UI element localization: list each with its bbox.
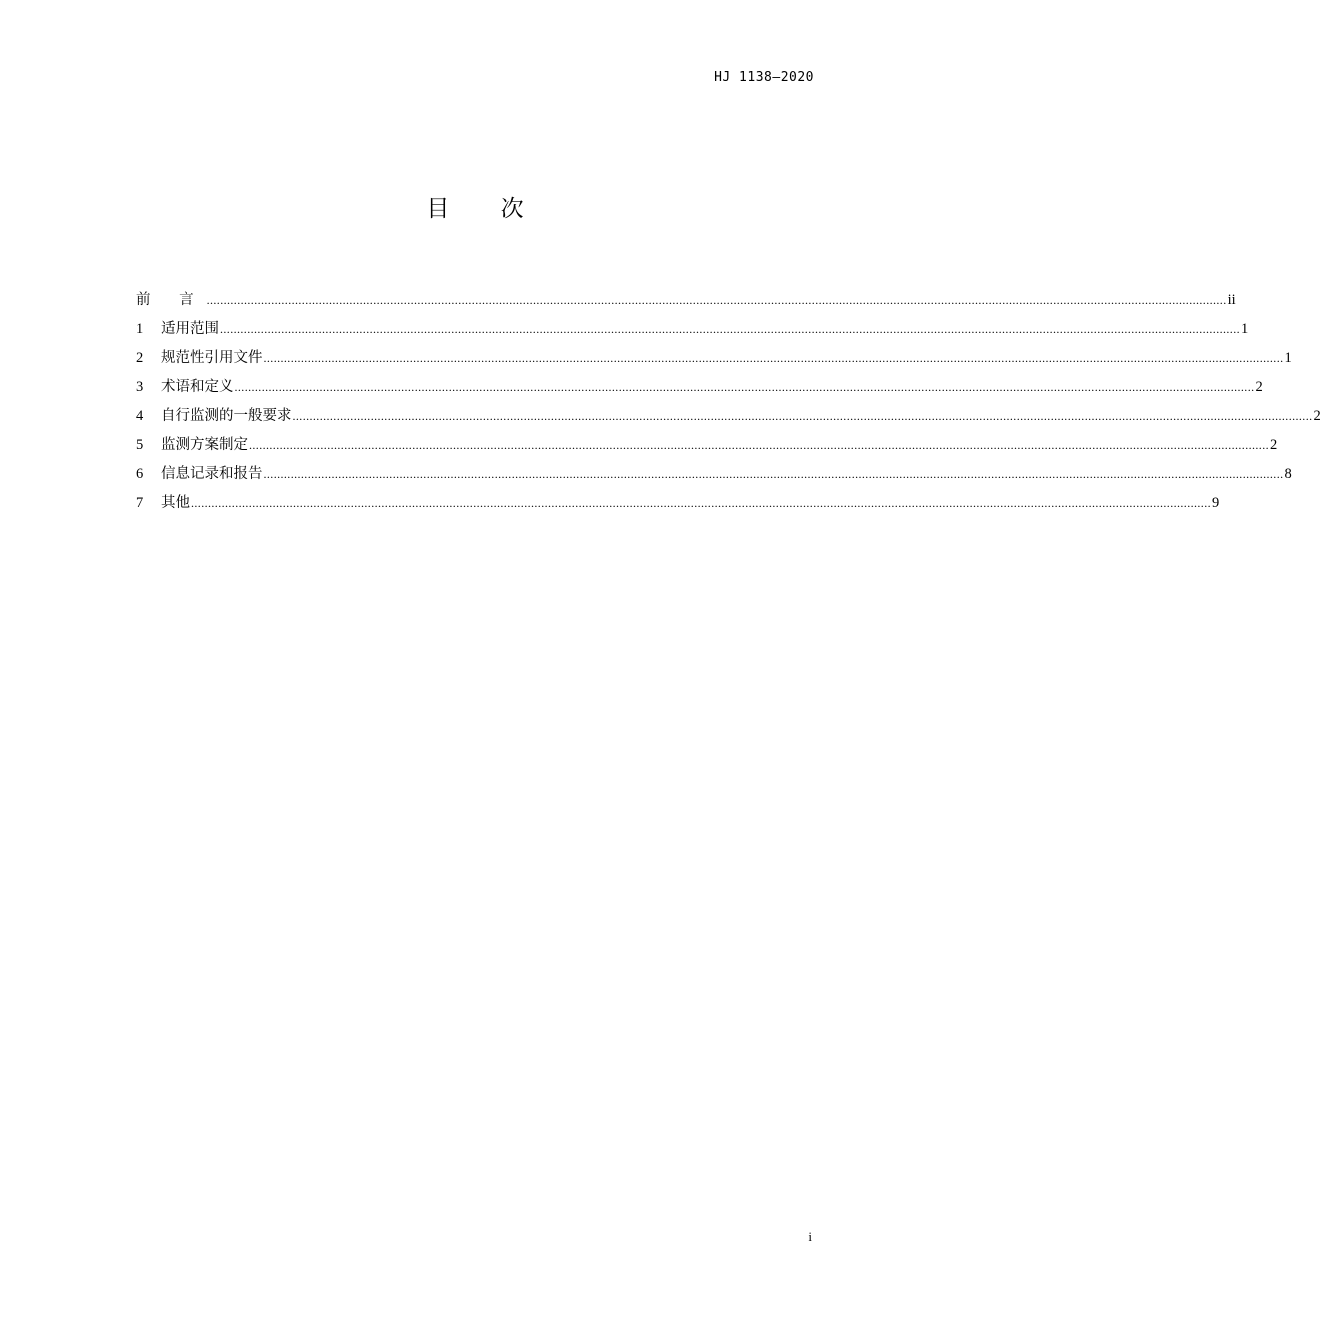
- toc-entry-label: 规范性引用文件: [161, 350, 263, 366]
- toc-entry-page: 9: [1212, 495, 1220, 511]
- toc-entry-label: 信息记录和报告: [161, 466, 263, 482]
- toc-dot-leader: ............................................................................................................................................................................................................................................................................................................: [263, 467, 1284, 481]
- toc-entry-general-requirements[interactable]: [136, 402, 1321, 431]
- toc-entry-number: 3: [136, 379, 144, 395]
- toc-entry-label: 监测方案制定: [161, 437, 248, 453]
- toc-entry-page: 8: [1284, 466, 1292, 482]
- toc-entry-page: 1: [1284, 350, 1292, 366]
- toc-entry-number: 6: [136, 466, 144, 482]
- toc-entry-label: 其他: [161, 495, 190, 511]
- page-number: i: [808, 1229, 812, 1244]
- toc-dot-leader: ............................................................................................................................................................................................................................................................................................................: [191, 496, 1211, 510]
- table-of-contents: [136, 286, 1321, 518]
- toc-entry-label: 术语和定义: [161, 379, 234, 395]
- toc-entry-terms-definitions[interactable]: [136, 373, 1263, 402]
- toc-entry-number: 2: [136, 350, 144, 366]
- toc-entry-number: 1: [136, 321, 144, 337]
- toc-dot-leader: ............................................................................................................................................................................................................................................................................................................: [263, 351, 1284, 365]
- toc-entry-page: 1: [1241, 321, 1249, 337]
- toc-dot-leader: ............................................................................................................................................................................................................................................................................................................: [206, 293, 1227, 307]
- standard-code-header: HJ 1138—2020: [714, 70, 814, 85]
- toc-title: 目 次: [426, 196, 546, 222]
- toc-entry-other[interactable]: [136, 489, 1220, 518]
- toc-dot-leader: ............................................................................................................................................................................................................................................................................................................: [234, 380, 1255, 394]
- toc-dot-leader: ............................................................................................................................................................................................................................................................................................................: [220, 322, 1240, 336]
- toc-entry-scope[interactable]: [136, 315, 1249, 344]
- toc-entry-page: 2: [1255, 379, 1263, 395]
- toc-entry-preface[interactable]: [136, 286, 1236, 315]
- toc-dot-leader: ............................................................................................................................................................................................................................................................................................................: [249, 438, 1269, 452]
- toc-entry-page: 2: [1270, 437, 1278, 453]
- toc-entry-number: 5: [136, 437, 144, 453]
- toc-entry-number: 7: [136, 495, 144, 511]
- toc-entry-monitoring-plan[interactable]: [136, 431, 1278, 460]
- toc-entry-records-reports[interactable]: [136, 460, 1292, 489]
- toc-entry-label: 前 言: [136, 292, 206, 308]
- toc-entry-page: ii: [1227, 292, 1236, 308]
- toc-entry-label: 适用范围: [161, 321, 219, 337]
- toc-dot-leader: ............................................................................................................................................................................................................................................................................................................: [292, 409, 1313, 423]
- toc-entry-normative-references[interactable]: [136, 344, 1292, 373]
- toc-entry-label: 自行监测的一般要求: [161, 408, 292, 424]
- toc-entry-number: 4: [136, 408, 144, 424]
- toc-entry-page: 2: [1313, 408, 1321, 424]
